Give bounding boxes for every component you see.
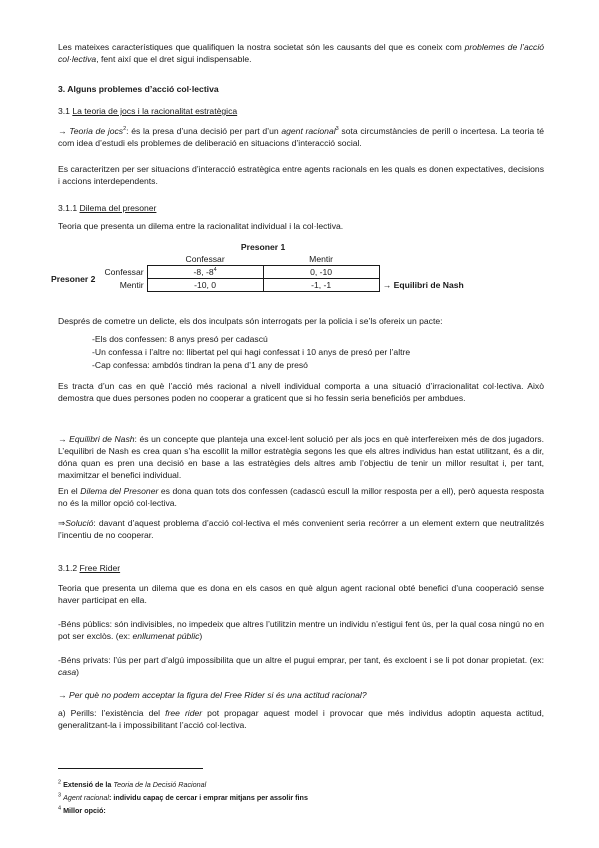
column-header: Confessar (185, 254, 225, 264)
paragraph-text-rest: es dona quan tots dos confessen (cadascú escull la millor resposta per a ell), però aquesta resposta no és la millor opció col·lectiva. (58, 486, 545, 508)
section-title: La teoria de jocs i la racionalitat estratègica (72, 106, 238, 116)
footnote (58, 806, 106, 815)
perils-paragraph (58, 708, 544, 732)
paragraph-text-end: ) (199, 630, 203, 641)
footnote-bold: Millor opció: (63, 806, 106, 816)
nash-label-text: Equilibri de Nash (393, 280, 464, 290)
characteristics-paragraph: Es caracteritzen per ser situacions d’interacció estratègica entre agents racionals en les quals es donen expectatives, decisions i accions interdependents. (58, 164, 544, 186)
footnote-bold: Extensió de la (63, 780, 112, 790)
column-player-label: Presoner 1 (240, 242, 286, 252)
row-label: Mentir (119, 280, 144, 290)
dilemma-term: Dilema del Presoner (80, 486, 159, 496)
column-header: Mentir (309, 254, 334, 264)
paragraph-text: -Béns públics: són indivisibles, no impedeix que altres l’utilitzin mentre un individu n’estigui fent ús, per la qual cosa ningú no en pot ser exclòs. (ex: (58, 619, 544, 641)
definition-term: Equilibri de Nash (69, 434, 135, 444)
definition-text: : és un concepte que planteja una excel·lent solució per als jocs en què interfereixen més de dos jugadors. L’equilibri de Nash es crea quan s’ha escollit la millor estratègia segons les que els altres individus han estat utilitzant, és a dir, dóna quan es pren una decisió en base a las estratègies dels altres amb l’objectiu de tenir un millor resultat i, per tant, maximitzar el benefici individual. (58, 434, 544, 480)
nash-definition (58, 434, 544, 481)
intro-text: Les mateixes característiques que qualifiquen la nostra societat són les causants del que es coneix com (58, 42, 462, 52)
list-item: -Un confessa i l’altre no: llibertat pel qui hagi confessat i 10 anys de presó per l’altre (92, 347, 411, 357)
free-rider-question (58, 690, 544, 702)
intro-term: problemes de l’acció col·lectiva (58, 42, 545, 64)
footnote-number: 3 (58, 792, 62, 799)
intro-rest: , fent així que el dret sigui indispensable. (96, 53, 252, 64)
arrow-right-icon: → (58, 434, 67, 444)
section-3-1-2-heading (58, 563, 544, 575)
private-goods-paragraph (58, 655, 544, 679)
double-arrow-icon: ⇒ (58, 518, 66, 528)
payoff-value: -8, -8 (193, 267, 214, 277)
section-number: 3.1 (58, 106, 70, 116)
solution-paragraph (58, 518, 544, 542)
section-3-1-heading (58, 106, 544, 118)
list-item: -Cap confessa: ambdós tindran la pena d’1 any de presó (92, 360, 308, 370)
footnote-italic: Teoria de la Decisió Racional (113, 780, 207, 790)
solution-term: Solució (65, 518, 94, 528)
footnote-number: 2 (58, 779, 62, 786)
game-theory-definition (58, 126, 544, 150)
public-goods-paragraph (58, 619, 544, 643)
nash-dilemma-paragraph (58, 486, 544, 510)
question-text: Per què no podem acceptar la figura del Free Rider si és una actitud racional? (68, 690, 367, 700)
paragraph-text: a) Perills: l’existència del (58, 708, 161, 718)
footnote (58, 793, 308, 802)
paragraph-text: -Béns privats: l’ús per part d’algú impossibilita que un altre el pugui emprar, per tant, és excloent i se li pot donar propietat. (ex: (58, 655, 544, 665)
arrow-right-icon: → (58, 126, 67, 136)
section-number: 3.1.2 (58, 563, 78, 573)
example-term: casa (58, 666, 77, 677)
intro-paragraph (58, 42, 544, 66)
definition-text: : és la presa d’una decisió per part d’un (126, 126, 279, 136)
footnote-ref[interactable]: 3 (335, 126, 339, 133)
payoff-cell: -10, 0 (147, 279, 263, 292)
footnote (58, 780, 206, 789)
section-3-heading: 3. Alguns problemes d’acció col·lectiva (58, 84, 219, 94)
paragraph-text-end: ) (76, 666, 80, 677)
paragraph-text: En el (58, 486, 78, 496)
definition-text-rest: sota circumstàncies de perill o incertesa. La teoria té com idea d’estudi els problemes de deliberació en situacions d’interacció social. (58, 126, 544, 148)
paragraph-text-rest: pot propagar aquest model i provocar que més individus adoptin aquesta actitud, generalitzant-la i impossibilitant l’acció col·lectiva. (58, 708, 545, 730)
row-player-label: Presoner 2 (51, 273, 96, 284)
footnote-ref[interactable]: 4 (213, 267, 217, 274)
nash-equilibrium-label (379, 279, 467, 292)
list-item: -Els dos confessen: 8 anys presó per cadascú (92, 334, 268, 344)
footnote-number: 4 (58, 805, 62, 812)
payoff-cell: 0, -10 (263, 266, 379, 279)
example-term: enllumenat públic (132, 630, 200, 641)
arrow-right-icon: → (58, 690, 67, 700)
footnote-divider (58, 768, 203, 769)
irrationality-paragraph: Es tracta d’un cas en què l’acció més racional a nivell individual comporta a una situació d’irracionalitat col·lectiva. Això demostra que dues persones poden no cooperar a graticent que si ho fessin seria beneficiós per ambdues. (58, 381, 544, 403)
solution-text: : davant d’aquest problema d’acció col·lectiva el més convenient seria recórrer a un element extern que neutralitzés l’incentiu de no cooperar. (58, 518, 544, 540)
row-label: Confessar (104, 267, 144, 277)
crime-paragraph: Després de cometre un delicte, els dos inculpats són interrogats per la policia i se’ls ofereix un pacte: (58, 316, 443, 326)
free-rider-intro: Teoria que presenta un dilema que es dona en els casos en què algun agent racional obté benefici d’una cooperació sense haver participat en ella. (58, 583, 544, 605)
definition-term-2: agent racional (281, 126, 336, 136)
footnote-ref[interactable]: 2 (123, 126, 127, 133)
arrow-right-icon: → (382, 280, 392, 290)
footnote-italic: Agent racional (63, 793, 110, 803)
section-3-1-1-heading (58, 203, 544, 215)
definition-term: Teoria de jocs (69, 126, 124, 136)
section-title: Dilema del presoner (79, 203, 157, 213)
footnote-text: : individu capaç de cercar i emprar mitjans per assolir fins (109, 793, 308, 803)
dilemma-intro: Teoria que presenta un dilema entre la racionalitat individual i la col·lectiva. (58, 221, 344, 231)
section-number: 3.1.1 (58, 203, 78, 213)
payoff-cell (147, 266, 263, 279)
payoff-cell: -1, -1 (263, 279, 379, 292)
section-title: Free Rider (79, 563, 121, 573)
free-rider-term: free rider (165, 708, 203, 718)
payoff-matrix (48, 241, 467, 292)
